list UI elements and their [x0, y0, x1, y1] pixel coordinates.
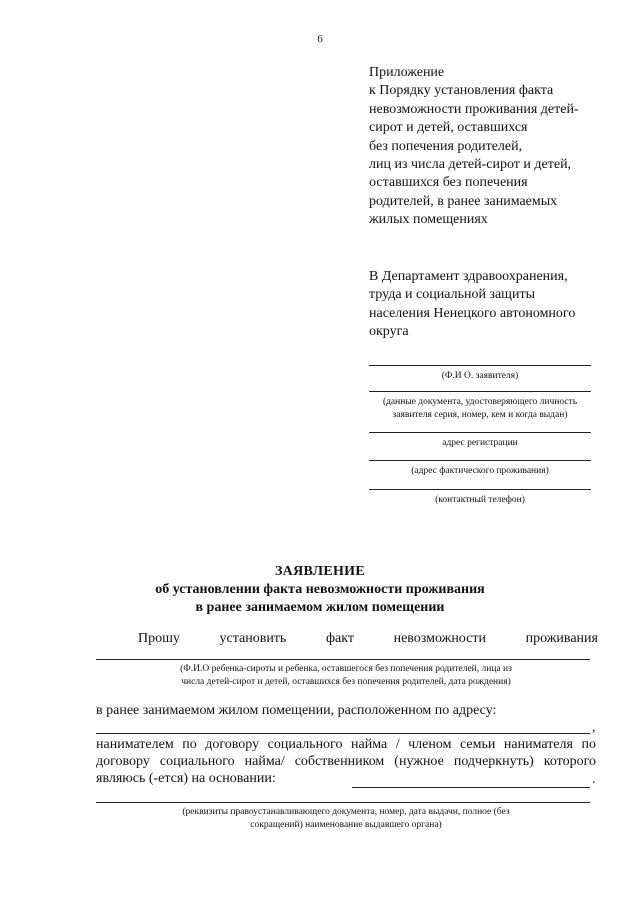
addressee-block: [369, 268, 575, 342]
addressee-line: округа: [369, 324, 409, 340]
addressee-line: В Департамент здравоохранения,: [369, 269, 568, 284]
actual-address-field[interactable]: [369, 460, 591, 478]
appendix-line: невозможности проживания детей-: [369, 101, 579, 117]
title-line: в ранее занимаемом жилом помещении: [195, 600, 445, 615]
applicant-name-field[interactable]: [369, 365, 591, 383]
field-caption: (данные документа, удостоверяющего личность заявителя серия, номер, кем и когда выдан): [382, 397, 578, 420]
address-intro: в ранее занимаемом жилом помещении, расположенном по адресу:: [96, 703, 497, 718]
addressee-line: населения Ненецкого автономного: [369, 305, 576, 321]
appendix-line: лиц из числа детей-сирот и детей,: [369, 157, 572, 173]
appendix-line: сирот и детей, оставшихся: [369, 120, 528, 136]
appendix-header: [369, 64, 579, 230]
field-caption: (адрес фактического проживания): [411, 466, 549, 476]
basis-paragraph: нанимателем по договору социального найма / членом семьи нанимателя по договору социального найма/ собственником (нужное подчеркнуть) которого являюсь (-ется) на основании:: [96, 737, 596, 786]
page-number: 6: [317, 33, 323, 45]
document-title: [0, 563, 640, 617]
appendix-line: к Порядку установления факта: [369, 83, 554, 99]
appendix-line: оставшихся без попечения: [369, 175, 528, 191]
basis-field[interactable]: [352, 787, 590, 788]
appendix-line: родителей, в ранее занимаемых: [369, 193, 558, 209]
appendix-line: жилых помещениях: [369, 212, 488, 228]
child-name-field[interactable]: [96, 659, 590, 660]
appendix-line: без попечения родителей,: [369, 138, 523, 154]
property-address-field[interactable]: [96, 733, 590, 734]
addressee-line: труда и социальной защиты: [369, 287, 535, 303]
field-caption: (Ф.И О. заявителя): [441, 371, 519, 381]
request-word: установить: [219, 631, 287, 646]
request-word: Прошу: [138, 631, 180, 646]
appendix-line: Приложение: [369, 65, 445, 80]
document-details-field[interactable]: [96, 802, 590, 803]
title-line: об установлении факта невозможности проживания: [155, 582, 485, 597]
registration-address-field[interactable]: [369, 432, 591, 450]
address-end-punct: ,: [592, 720, 596, 735]
phone-field[interactable]: [369, 489, 591, 507]
document-details-caption: (реквизиты правоустанавливающего документа, номер, дата выдачи, полное (без сокращений) наименование выдавшего органа): [182, 807, 510, 830]
child-name-caption: (Ф.И.О ребенка-сироты и ребенка, оставшегося без попечения родителей, лица из числа детей-сирот и детей, оставшихся без попечения родителей, дата рождения): [180, 664, 512, 687]
basis-end-punct: .: [592, 772, 596, 787]
request-word: проживания: [525, 631, 598, 646]
request-word: факт: [325, 631, 354, 646]
request-sentence: [138, 631, 598, 647]
applicant-id-document-field[interactable]: [369, 391, 591, 421]
title-main: ЗАЯВЛЕНИЕ: [274, 564, 365, 579]
field-caption: (контактный телефон): [435, 495, 525, 505]
field-caption: адрес регистрации: [442, 438, 518, 448]
request-word: невозможности: [393, 631, 486, 646]
